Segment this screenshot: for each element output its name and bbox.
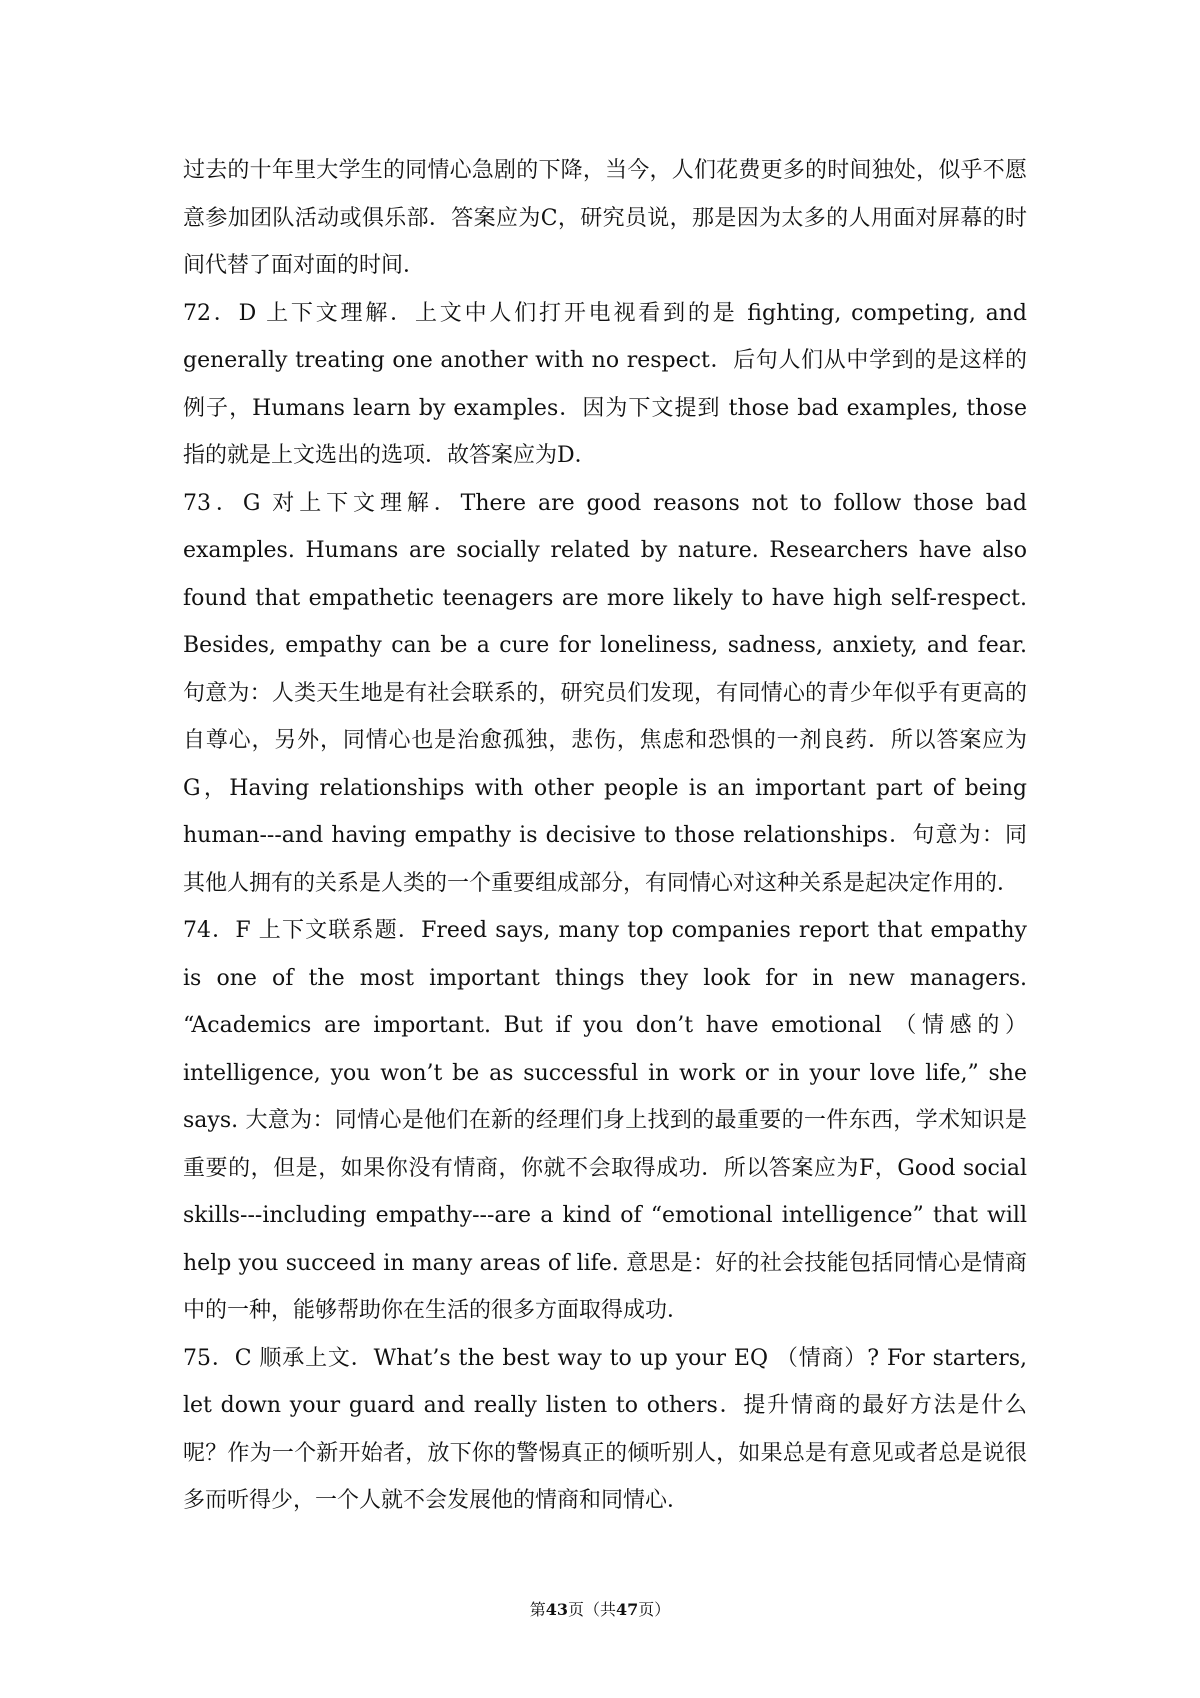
- paragraph-75: 75．C 顺承上文．What’s the best way to up your EQ （情商）? For starters, let down your guard and really listen to others．提升情商的最好方法是什么呢？作为一个新开始者，放下你的警惕真正的倾听别人，如果总是有意见或者总是说很多而听得少，一个人就不会发展他的情商和同情心．: [183, 1345, 1027, 1513]
- paragraph-73: 73．G 对上下文理解．There are good reasons not to follow those bad examples. Humans are socially related by nature. Researchers have also found that empathetic teenagers are more likely to have high self-respect. Besides, empathy can be a cure for loneliness, sadness, anxiety, and fear. 句意为：人类天生地是有社会联系的，研究员们发现，有同情心的青少年似乎有更高的自尊心，另外，同情心也是治愈孤独，悲伤，焦虑和恐惧的一剂良药．所以答案应为G，Having relationships with other people is an important part of being human---and having empathy is decisive to those relationships．句意为：同其他人拥有的关系是人类的一个重要组成部分，有同情心对这种关系是起决定作用的．: [183, 490, 1027, 896]
- current-page-number: 43: [545, 1600, 568, 1619]
- paragraph-74: 74．F 上下文联系题．Freed says, many top companies report that empathy is one of the most important things they look for in new managers. “Academics are important. But if you don’t have emotional （情感的） intelligence, you won’t be as successful in work or in your love life,” she says. 大意为：同情心是他们在新的经理们身上找到的最重要的一件东西，学术知识是重要的，但是，如果你没有情商，你就不会取得成功．所以答案应为F，Good social skills---including empathy---are a kind of “emotional intelligence” that will help you succeed in many areas of life. 意思是：好的社会技能包括同情心是情商中的一种，能够帮助你在生活的很多方面取得成功．: [183, 918, 1027, 1323]
- page-footer: [0, 1600, 1200, 1620]
- paragraph-71-continued: 过去的十年里大学生的同情心急剧的下降，当今，人们花费更多的时间独处，似乎不愿意参加团队活动或俱乐部．答案应为C，研究员说，那是因为太多的人用面对屏幕的时间代替了面对面的时间．: [183, 158, 1027, 278]
- footer-suffix: 页）: [638, 1600, 671, 1619]
- paragraph-72: 72．D 上下文理解．上文中人们打开电视看到的是 fighting, competing, and generally treating one another with no respect．后句人们从中学到的是这样的例子，Humans learn by examples．因为下文提到 those bad examples, those 指的就是上文选出的选项．故答案应为D．: [183, 300, 1027, 468]
- footer-middle: 页（共: [567, 1600, 616, 1619]
- total-pages-number: 47: [616, 1600, 639, 1619]
- footer-prefix: 第: [529, 1600, 546, 1619]
- answer-explanations: [183, 147, 1027, 1525]
